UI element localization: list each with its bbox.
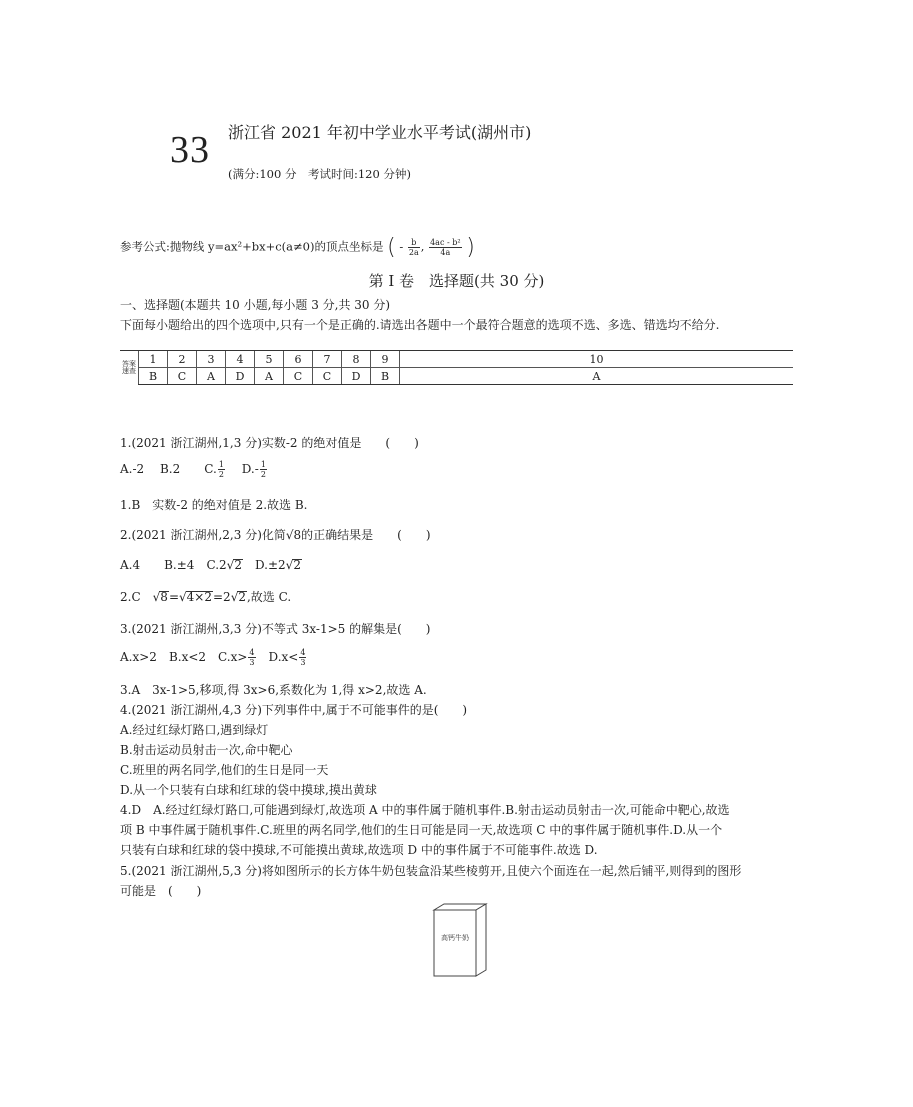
answer-table-label: 答案速查 <box>120 351 139 385</box>
question-1-options: A.-2 B.2 C. $\frac{1}{2}$ D.- $\frac{1}{2}$ <box>120 460 266 479</box>
question-3-stem: 3.(2021 浙江湖州,3,3 分)不等式 3x-1>5 的解集是( ) <box>120 622 431 636</box>
exam-info: (满分:100 分 考试时间:120 分钟) <box>228 167 411 181</box>
question-3-solution: 3.A 3x-1>5,移项,得 3x>6,系数化为 1,得 x>2,故选 A. <box>120 683 427 697</box>
formula-fraction-1: $\frac{b}{2a}$ <box>408 238 419 257</box>
question-1-stem: 1.(2021 浙江湖州,1,3 分)实数-2 的绝对值是 ( ) <box>120 436 419 450</box>
question-4-option-c: C.班里的两名同学,他们的生日是同一天 <box>120 763 329 777</box>
question-2-options: A.4 B.±4 C.2√2 D.±2√2 <box>120 558 301 572</box>
fraction-half: $\frac{1}{2}$ <box>260 460 266 479</box>
answer-value: C <box>168 368 197 385</box>
answer-value: B <box>139 368 168 385</box>
question-5-stem-line-2: 可能是 ( ) <box>120 884 202 898</box>
answer-number: 6 <box>284 351 313 368</box>
milk-box-label: 高钙牛奶 <box>441 934 469 942</box>
answer-number: 1 <box>139 351 168 368</box>
question-4-option-b: B.射击运动员射击一次,命中靶心 <box>120 743 293 757</box>
answer-value: A <box>255 368 284 385</box>
section-part: 一、选择题(本题共 10 小题,每小题 3 分,共 30 分) <box>120 298 391 312</box>
question-3-options: A.x>2 B.x<2 C.x> $\frac{4}{3}$ D.x< $\frac{4}{3}$ <box>120 648 306 667</box>
answer-number: 5 <box>255 351 284 368</box>
answer-number: 2 <box>168 351 197 368</box>
question-2-stem: 2.(2021 浙江湖州,2,3 分)化简√8的正确结果是 ( ) <box>120 528 431 542</box>
question-4-solution-line-1: 4.D A.经过红绿灯路口,可能遇到绿灯,故选项 A 中的事件属于随机事件.B.射击运动员射击一次,可能命中靶心,故选 <box>120 803 730 817</box>
answer-number: 9 <box>371 351 400 368</box>
question-4-stem: 4.(2021 浙江湖州,4,3 分)下列事件中,属于不可能事件的是( ) <box>120 703 468 717</box>
milk-box-figure <box>432 902 488 978</box>
section-instruction: 下面每小题给出的四个选项中,只有一个是正确的.请选出各题中一个最符合题意的选项不选、多选、错选均不给分. <box>120 318 720 332</box>
answer-number: 8 <box>342 351 371 368</box>
question-4-option-a: A.经过红绿灯路口,遇到绿灯 <box>120 723 269 737</box>
answer-value: D <box>226 368 255 385</box>
problem-set-number: 33 <box>170 129 210 171</box>
answer-table <box>120 350 793 385</box>
question-4-solution-line-2: 项 B 中事件属于随机事件.C.班里的两名同学,他们的生日可能是同一天,故选项 C 中的事件属于随机事件.D.从一个 <box>120 823 723 837</box>
question-5-stem-line-1: 5.(2021 浙江湖州,5,3 分)将如图所示的长方体牛奶包装盒沿某些棱剪开,且使六个面连在一起,然后铺平,则得到的图形 <box>120 864 742 878</box>
question-4-solution-line-3: 只装有白球和红球的袋中摸球,不可能摸出黄球,故选项 D 中的事件属于不可能事件.故选 D. <box>120 843 598 857</box>
formula-fraction-2: $\frac{\text{4ac - b²}}{4a}$ <box>430 238 461 257</box>
answer-value: A <box>197 368 226 385</box>
fraction-half: $\frac{1}{2}$ <box>218 460 224 479</box>
answer-number: 7 <box>313 351 342 368</box>
question-1-solution: 1.B 实数-2 的绝对值是 2.故选 B. <box>120 498 308 512</box>
answer-number: 4 <box>226 351 255 368</box>
page-title: 浙江省 2021 年初中学业水平考试(湖州市) <box>228 123 532 142</box>
answer-value: B <box>371 368 400 385</box>
answer-number: 10 <box>400 351 794 368</box>
answer-value: D <box>342 368 371 385</box>
answer-number: 3 <box>197 351 226 368</box>
reference-formula: 参考公式:抛物线 y=ax²+bx+c(a≠0)的顶点坐标是 ( - $\frac{b}{2a}$ , $\frac{\text{4ac - b²}}{4a}$ ) <box>120 235 475 260</box>
formula-text: 参考公式:抛物线 y=ax²+bx+c(a≠0)的顶点坐标是 <box>120 239 384 254</box>
answer-value: C <box>284 368 313 385</box>
answer-value: C <box>313 368 342 385</box>
section-title: 第 I 卷 选择题(共 30 分) <box>368 272 545 290</box>
answer-value: A <box>400 368 794 385</box>
question-2-solution: 2.C √8=√4×2=2√2,故选 C. <box>120 590 292 604</box>
question-4-option-d: D.从一个只装有白球和红球的袋中摸球,摸出黄球 <box>120 783 377 797</box>
